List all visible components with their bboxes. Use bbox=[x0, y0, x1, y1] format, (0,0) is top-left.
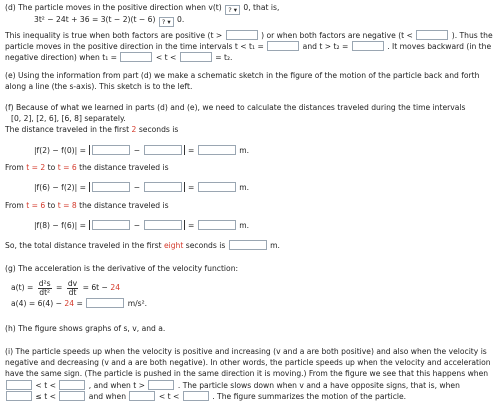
t-end-highlight: t = 8 bbox=[57, 201, 77, 210]
part-i-line3: have the same sign. (The particle is pushed in the same direction it is moving.) From the figure we see that this happens when bbox=[5, 369, 489, 378]
eight-highlight: eight bbox=[163, 241, 184, 250]
acceleration-constant: 24 bbox=[110, 283, 121, 292]
part-f-line1: (f) Because of what we learned in parts (d) and (e), we need to calculate the distances traveled during the time intervals bbox=[5, 103, 466, 112]
part-g-line1: (g) The acceleration is the derivative of the velocity function: bbox=[5, 264, 239, 273]
t-greater-label: t > bbox=[133, 381, 146, 390]
part-d-intro bbox=[5, 3, 279, 15]
velocity-factored-equation: 3t² − 24t + 36 = 3(t − 2)(t − 6) bbox=[34, 15, 156, 24]
equals-sign: = bbox=[188, 146, 195, 155]
f8-input[interactable] bbox=[92, 220, 130, 230]
between-text: ≤ t < bbox=[35, 392, 56, 401]
from-text: From bbox=[5, 201, 24, 210]
f6-input-2[interactable] bbox=[144, 220, 182, 230]
part-e-line2: along a line (the s-axis). This sketch is to the left. bbox=[5, 82, 193, 91]
dv-numerator: dv bbox=[67, 278, 78, 288]
equals-sign: = bbox=[188, 221, 195, 230]
part-e-line1: (e) Using the information from part (d) we make a schematic sketch in the figure of the motion of the particle back and forth bbox=[5, 71, 480, 80]
t-end-highlight: t = 6 bbox=[57, 163, 77, 172]
acceleration-rhs: = 6t − bbox=[82, 283, 108, 292]
part-d-line3 bbox=[5, 52, 232, 63]
abs-bar bbox=[184, 145, 185, 155]
distance-row-1 bbox=[34, 145, 249, 156]
part-i-line2: negative and decreasing (v and a are both negative). In other words, the particle speeds up when the velocity and acceleration bbox=[5, 358, 491, 367]
minus-sign: − bbox=[133, 146, 141, 155]
t-positive-factor-input[interactable] bbox=[226, 30, 258, 40]
and-when-text: , and when bbox=[88, 381, 131, 390]
a4-expression: a(4) = 6(4) − bbox=[11, 299, 62, 308]
abs-bar bbox=[184, 182, 185, 192]
distance-2-input[interactable] bbox=[198, 182, 236, 192]
comparison-dropdown-1[interactable]: ? ▾ bbox=[225, 5, 240, 15]
minus-sign: − bbox=[133, 221, 141, 230]
second-derivative-fraction bbox=[38, 280, 52, 297]
t-start-highlight: t = 2 bbox=[26, 163, 46, 172]
a4-input[interactable] bbox=[86, 298, 124, 308]
to-text: to bbox=[47, 201, 56, 210]
t1-input[interactable] bbox=[267, 41, 299, 51]
acceleration-lhs: a(t) = bbox=[11, 283, 34, 292]
t-start-highlight: t = 6 bbox=[26, 201, 46, 210]
inequality-text: This inequality is true when both factors are positive bbox=[5, 31, 206, 40]
abs-bar bbox=[89, 220, 90, 230]
speedup-start-1-input[interactable] bbox=[6, 380, 32, 390]
t1-label: t < t₁ = bbox=[234, 42, 264, 51]
f6-input[interactable] bbox=[92, 182, 130, 192]
abs-bar bbox=[184, 220, 185, 230]
from-line-2 bbox=[5, 201, 169, 211]
seconds-is-text: seconds is bbox=[138, 125, 179, 134]
equation-end: 0. bbox=[177, 15, 185, 24]
total-distance-line bbox=[5, 240, 280, 251]
abs-bar bbox=[89, 182, 90, 192]
t2-label-2: = t₂. bbox=[215, 53, 233, 62]
unit-m: m. bbox=[239, 183, 250, 192]
part-h-line1: (h) The figure shows graphs of s, v, and a. bbox=[5, 324, 166, 333]
f2-input[interactable] bbox=[92, 145, 130, 155]
part-f-first-two bbox=[5, 125, 178, 135]
abs-expression-1: |f(2) − f(0)| = bbox=[34, 146, 86, 155]
slowdown-end-2-input[interactable] bbox=[183, 391, 209, 401]
d2s-denominator: dt² bbox=[39, 287, 51, 297]
seconds-is-text: seconds is bbox=[185, 241, 226, 250]
part-d-line2 bbox=[5, 41, 491, 52]
part-d-line1 bbox=[5, 30, 493, 41]
part-i-line4 bbox=[5, 380, 460, 391]
velocity-derivative-fraction bbox=[67, 280, 78, 297]
thus-text: ). Thus the bbox=[451, 31, 493, 40]
distance-row-2 bbox=[34, 182, 249, 193]
part-d-text-end: 0, that is, bbox=[243, 3, 280, 12]
distance-3-input[interactable] bbox=[198, 220, 236, 230]
t2-upper-input[interactable] bbox=[180, 52, 212, 62]
acceleration-equation bbox=[11, 279, 120, 297]
part-d-text: (d) The particle moves in the positive direction when v(t) bbox=[5, 3, 222, 12]
negative-direction-text: negative direction) when bbox=[5, 53, 100, 62]
dv-denominator: dt bbox=[68, 287, 77, 297]
positive-interval-text: particle moves in the positive direction in the time intervals bbox=[5, 42, 233, 51]
backward-text: . It moves backward (in the bbox=[387, 42, 492, 51]
part-i-line1: (i) The particle speeds up when the velocity is positive and increasing (v and a are both positive) and also when the velocity is bbox=[5, 347, 487, 356]
abs-expression-3: |f(8) − f(6)| = bbox=[34, 221, 86, 230]
speedup-start-2-input[interactable] bbox=[148, 380, 174, 390]
a4-constant: 24 bbox=[64, 299, 75, 308]
d2s-numerator: d²s bbox=[38, 278, 51, 288]
slowdown-end-1-input[interactable] bbox=[59, 391, 85, 401]
comparison-dropdown-2[interactable]: ? ▾ bbox=[159, 17, 174, 27]
f0-input[interactable] bbox=[144, 145, 182, 155]
and-text: and bbox=[302, 42, 317, 51]
unit-mps2: m/s². bbox=[127, 299, 148, 308]
abs-bar bbox=[89, 145, 90, 155]
total-distance-input[interactable] bbox=[229, 240, 267, 250]
part-d-equation bbox=[34, 15, 184, 27]
between-text: < t < bbox=[158, 392, 180, 401]
equals-sign: = bbox=[56, 283, 63, 292]
t2-label: t > t₂ = bbox=[319, 42, 349, 51]
part-f-intervals: [0, 2], [2, 6], [6, 8] separately. bbox=[11, 114, 126, 123]
slows-down-text: . The particle slows down when v and a have opposite signs, that is, when bbox=[177, 381, 460, 390]
slowdown-start-1-input[interactable] bbox=[6, 391, 32, 401]
first-distance-text: The distance traveled in the first bbox=[5, 125, 130, 134]
unit-m: m. bbox=[270, 241, 280, 250]
f2-input-2[interactable] bbox=[144, 182, 182, 192]
from-text: From bbox=[5, 163, 24, 172]
t-greater-label: (t > bbox=[207, 31, 223, 40]
between-text: < t < bbox=[155, 53, 177, 62]
distance-traveled-text: the distance traveled is bbox=[79, 201, 169, 210]
minus-sign: − bbox=[133, 183, 141, 192]
unit-m: m. bbox=[239, 146, 250, 155]
distance-1-input[interactable] bbox=[198, 145, 236, 155]
summary-text: . The figure summarizes the motion of the particle. bbox=[212, 392, 407, 401]
part-i-line5 bbox=[5, 391, 406, 402]
equals-sign: = bbox=[76, 299, 83, 308]
slowdown-start-2-input[interactable] bbox=[129, 391, 155, 401]
distance-row-3 bbox=[34, 220, 249, 231]
t-negative-factor-input[interactable] bbox=[416, 30, 448, 40]
speedup-end-1-input[interactable] bbox=[59, 380, 85, 390]
acceleration-at-4 bbox=[11, 298, 147, 309]
between-text: < t < bbox=[35, 381, 56, 390]
from-line-1 bbox=[5, 163, 169, 173]
abs-expression-2: |f(6) − f(2)| = bbox=[34, 183, 86, 192]
t2-input[interactable] bbox=[352, 41, 384, 51]
distance-traveled-text: the distance traveled is bbox=[79, 163, 169, 172]
t1-label-2: t₁ = bbox=[102, 53, 118, 62]
t1-lower-input[interactable] bbox=[120, 52, 152, 62]
to-text: to bbox=[47, 163, 56, 172]
equals-sign: = bbox=[188, 183, 195, 192]
unit-m: m. bbox=[239, 221, 250, 230]
and-when-text: and when bbox=[88, 392, 127, 401]
total-distance-text: So, the total distance traveled in the first bbox=[5, 241, 162, 250]
seconds-highlight: 2 bbox=[131, 125, 137, 134]
negative-factor-text: ) or when both factors are negative bbox=[261, 31, 396, 40]
t-less-label: (t < bbox=[398, 31, 413, 40]
